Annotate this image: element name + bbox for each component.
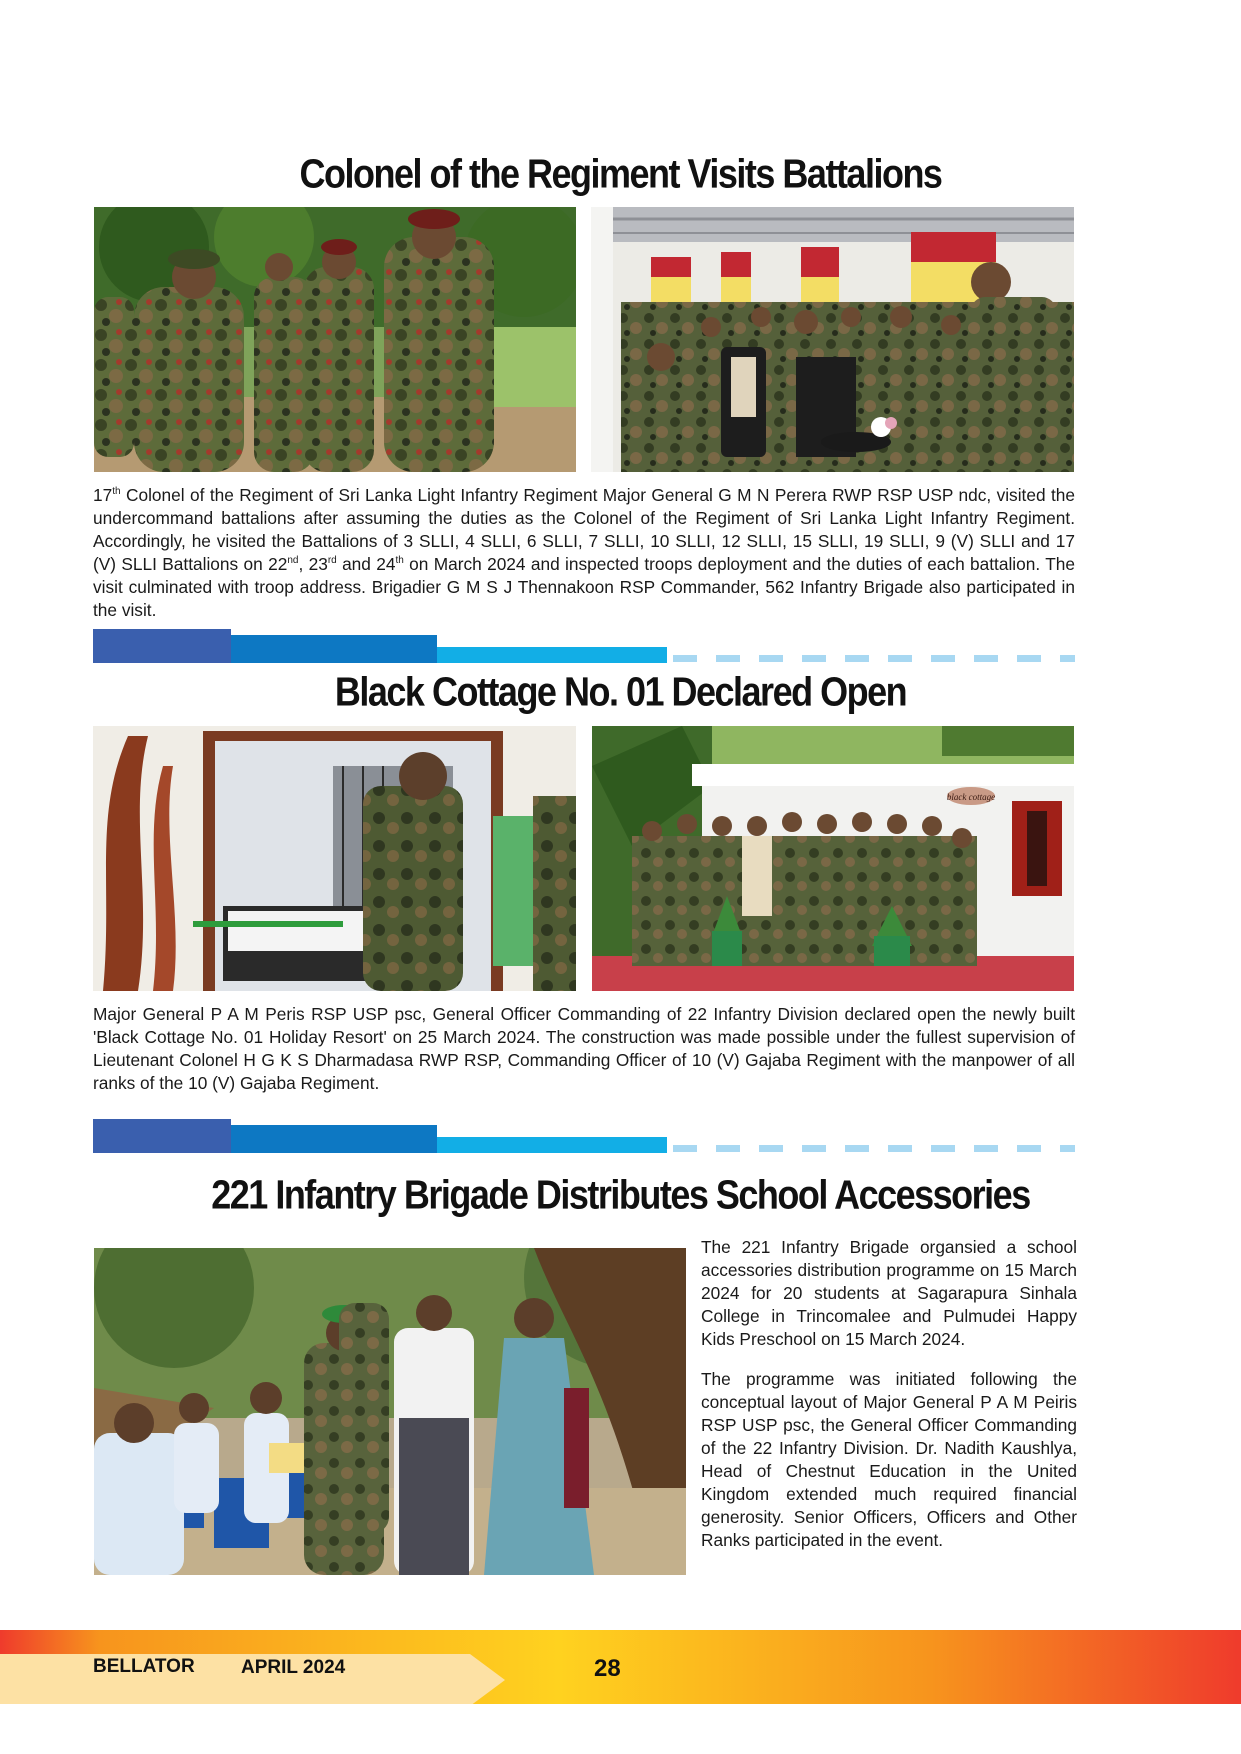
divider-dash [974, 1145, 998, 1152]
footer-publication: BELLATOR [93, 1656, 195, 1677]
section-divider [93, 1119, 1075, 1153]
article-text: Major General P A M Peris RSP USP psc, General Officer Commanding of 22 Infantry Division declared open the newly built 'Black Cottage No. 01 Holiday Resort' on 25 March 2024. The construction was made possible under the fullest supervision of Lieutenant Colonel H G K S Dharmadasa RWP RSP, Commanding Officer of 10 (V) Gajaba Regiment with the manpower of all ranks of the 10 (V) Gajaba Regiment. [93, 1004, 1075, 1093]
divider-dash [802, 1145, 826, 1152]
cottage-sign-text: black cottage [946, 792, 996, 802]
photo-school-distribution [94, 1248, 686, 1575]
article-text: 17th Colonel of the Regiment of Sri Lanka Light Infantry Regiment Major General G M N Perera RWP RSP USP ndc, visited the undercommand battalions after assuming the duties as the Colonel of the Regiment of Sri Lanka Light Infantry Regiment. Accordingly, he visited the Battalions of 3 SLLI, 4 SLLI, 6 SLLI, 7 SLLI, 10 SLLI, 12 SLLI, 15 SLLI, 19 SLLI, 9 (V) SLLI and 17 (V) SLLI Battalions on 22nd, 23rd and 24th on March 2024 and inspected troops deployment and the duties of each battalion. The visit culminated with troop address. Brigadier G M S J Thennakoon RSP Commander, 562 Infantry Brigade also participated in the visit. [93, 485, 1075, 620]
page-number: 28 [594, 1655, 621, 1682]
divider-dash [845, 1145, 869, 1152]
divider-dash [759, 1145, 783, 1152]
divider-dash [1060, 1145, 1075, 1152]
footer-issue: APRIL 2024 [241, 1657, 346, 1678]
section-title: Colonel of the Regiment Visits Battalions [299, 150, 942, 197]
section-title: 221 Infantry Brigade Distributes School Accessories [211, 1171, 1030, 1218]
divider-dash [1060, 655, 1075, 662]
divider-dash [716, 655, 740, 662]
section-title: Black Cottage No. 01 Declared Open [334, 668, 907, 715]
divider-dash [931, 1145, 955, 1152]
divider-dash [845, 655, 869, 662]
divider-dash [716, 1145, 740, 1152]
divider-dash [1017, 655, 1041, 662]
divider-dash [1017, 1145, 1041, 1152]
article-paragraph: The 221 Infantry Brigade organsied a school accessories distribution programme on 15 March 2024 for 20 students at Sagarapura Sinhala College in Trincomalee and Pulmudei Happy Kids Preschool on 15 March 2024. [701, 1237, 1077, 1349]
divider-dash [759, 655, 783, 662]
photo-troop-address-hall [591, 207, 1074, 472]
divider-dash [673, 655, 697, 662]
page-footer [0, 1630, 1241, 1704]
divider-dash [888, 655, 912, 662]
divider-dash [931, 655, 955, 662]
divider-dash [888, 1145, 912, 1152]
photo-officers-outdoor [94, 207, 576, 472]
article-paragraph: The programme was initiated following the conceptual layout of Major General P A M Peiris RSP USP psc, the General Officer Commanding of the 22 Infantry Division. Dr. Nadith Kaushlya, Head of Chestnut Education in the United Kingdom extended much required financial generosity. Senior Officers, Officers and Other Ranks participated in the event. [701, 1369, 1077, 1550]
section-divider [93, 629, 1075, 663]
photo-cottage-group [592, 726, 1074, 991]
photo-cottage-ribbon-cutting [93, 726, 576, 991]
divider-dash [974, 655, 998, 662]
divider-dash [802, 655, 826, 662]
article-text-column [701, 1236, 1077, 1552]
divider-dash [673, 1145, 697, 1152]
